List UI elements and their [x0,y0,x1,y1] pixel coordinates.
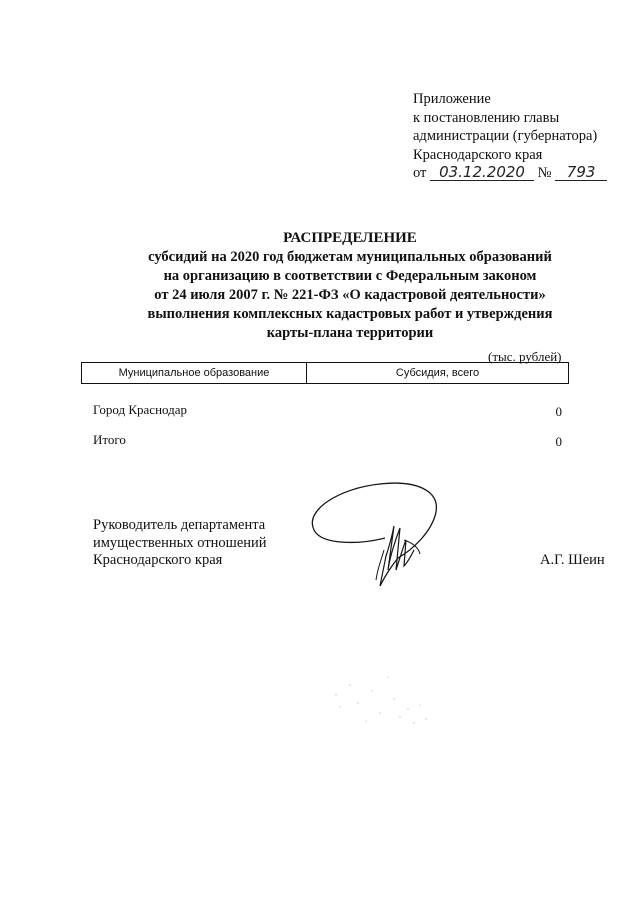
title-line: карты-плана территории [266,325,434,341]
subsidy-table-header [81,362,569,384]
appendix-line: Приложение [413,91,491,107]
appendix-header [413,90,607,183]
title-line: выполнения комплексных кадастровых работ и утверждения [147,306,553,322]
appendix-line: Краснодарского края [413,146,543,163]
document-title [0,229,640,343]
appendix-line: к постановлению главы [413,109,560,126]
from-label: от [413,165,427,181]
column-header-municipality: Муниципальное образование [82,363,307,384]
units-label: (тыс. рублей) [488,349,562,364]
table-row-name: Итого [93,432,126,447]
title-main: РАСПРЕДЕЛЕНИЕ [283,230,417,246]
title-line: от 24 июля 2007 г. № 221-ФЗ «О кадастровой деятельности» [154,287,546,303]
handwritten-number: 793 [555,164,607,181]
table-row-value: 0 [555,404,562,419]
number-label: № [537,165,552,181]
table-row-name: Город Краснодар [93,402,188,417]
title-line: на организацию в соответствии с Федеральным законом [163,268,537,284]
title-line: субсидий на 2020 год бюджетам муниципальных образований [148,249,552,265]
signer-line: Краснодарского края [93,552,223,568]
appendix-line: администрации (губернатора) [413,128,598,144]
column-header-subsidy: Субсидия, всего [307,363,569,384]
signer-position [93,517,267,570]
signer-line: имущественных отношений [93,534,267,551]
signer-name: А.Г. Шеин [540,552,605,568]
scan-specks [328,665,438,735]
appendix-date-line [413,164,607,183]
table-row-value: 0 [555,434,562,449]
handwritten-signature [300,470,450,595]
handwritten-date: 03.12.2020 [430,164,534,181]
signer-line: Руководитель департамента [93,517,266,533]
